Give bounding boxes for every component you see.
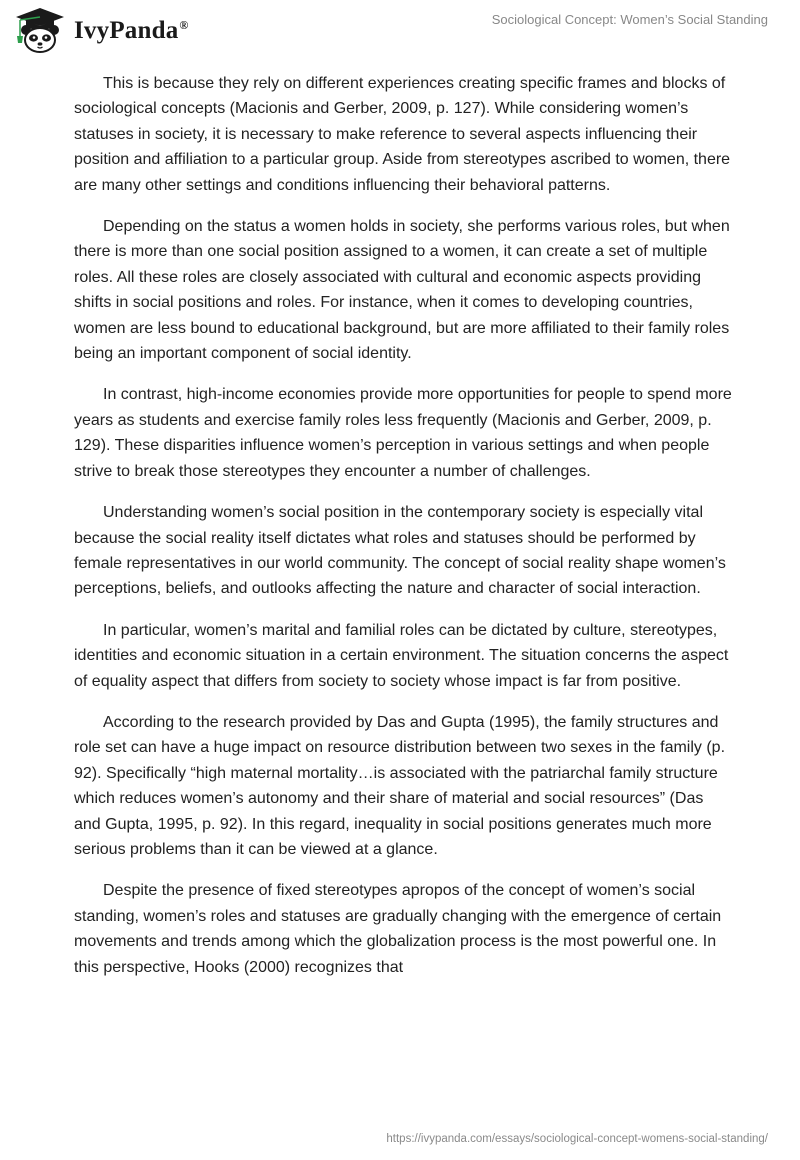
- page-header: [0, 0, 800, 60]
- paragraph: Despite the presence of fixed stereotypes apropos of the concept of women’s social standing, women’s roles and statuses are gradually changing with the emergence of certain movements and trends among which the globalization process is the most powerful one. In this perspective, Hooks (2000) recognizes that: [74, 882, 722, 976]
- document-title: Sociological Concept: Women’s Social Standing: [491, 12, 768, 27]
- paragraph: Depending on the status a women holds in society, she performs various roles, but when there is more than one social position assigned to a women, it can create a set of multiple roles. All these roles are closely associated with cultural and economic aspects providing shifts in social positions and roles. For instance, when it comes to developing countries, women are less bound to educational background, but are more affiliated to their family roles being an important component of social identity.: [74, 218, 730, 363]
- paragraph: Understanding women’s social position in the contemporary society is especially vital because the social reality itself dictates what roles and statuses should be performed by female representatives in our world community. The concept of social reality shape women’s perceptions, beliefs, and outlooks affecting the nature and character of social interaction.: [74, 504, 726, 598]
- paragraph: In contrast, high-income economies provide more opportunities for people to spend more years as students and exercise family roles less frequently (Macionis and Gerber, 2009, p. 129). These disparities influence women’s perception in various settings and when people strive to break those stereotypes they encounter a number of challenges.: [74, 386, 732, 480]
- brand-name: IvyPanda®: [74, 17, 189, 44]
- paragraph: In particular, women’s marital and familial roles can be dictated by culture, stereotypes, identities and economic situation in a certain environment. The situation concerns the aspect of equality aspect that differs from society to society whose impact is far from positive.: [74, 621, 729, 690]
- site-logo[interactable]: [12, 6, 189, 54]
- paragraph: This is because they rely on different experiences creating specific frames and blocks of sociological concepts (Macionis and Gerber, 2009, p. 127). While considering women’s statuses in society, it is necessary to make reference to several aspects influencing their position and affiliation to a particular group. Aside from stereotypes ascribed to women, there are many other settings and conditions influencing their behavioral patterns.: [74, 75, 731, 194]
- panda-graduate-icon: [12, 6, 68, 54]
- essay-body: [74, 71, 734, 996]
- source-url-link[interactable]: https://ivypanda.com/essays/sociological-concept-womens-social-standing/: [386, 1133, 768, 1145]
- paragraph: According to the research provided by Das and Gupta (1995), the family structures and role set can have a huge impact on resource distribution between two sexes in the family (p. 92). Specifically “high maternal mortality…is associated with the patriarchal family structure which reduces women’s autonomy and their share of material and social resources” (Das and Gupta, 1995, p. 92). In this regard, inequality in social positions generates much more serious problems than it can be viewed at a glance.: [74, 713, 726, 858]
